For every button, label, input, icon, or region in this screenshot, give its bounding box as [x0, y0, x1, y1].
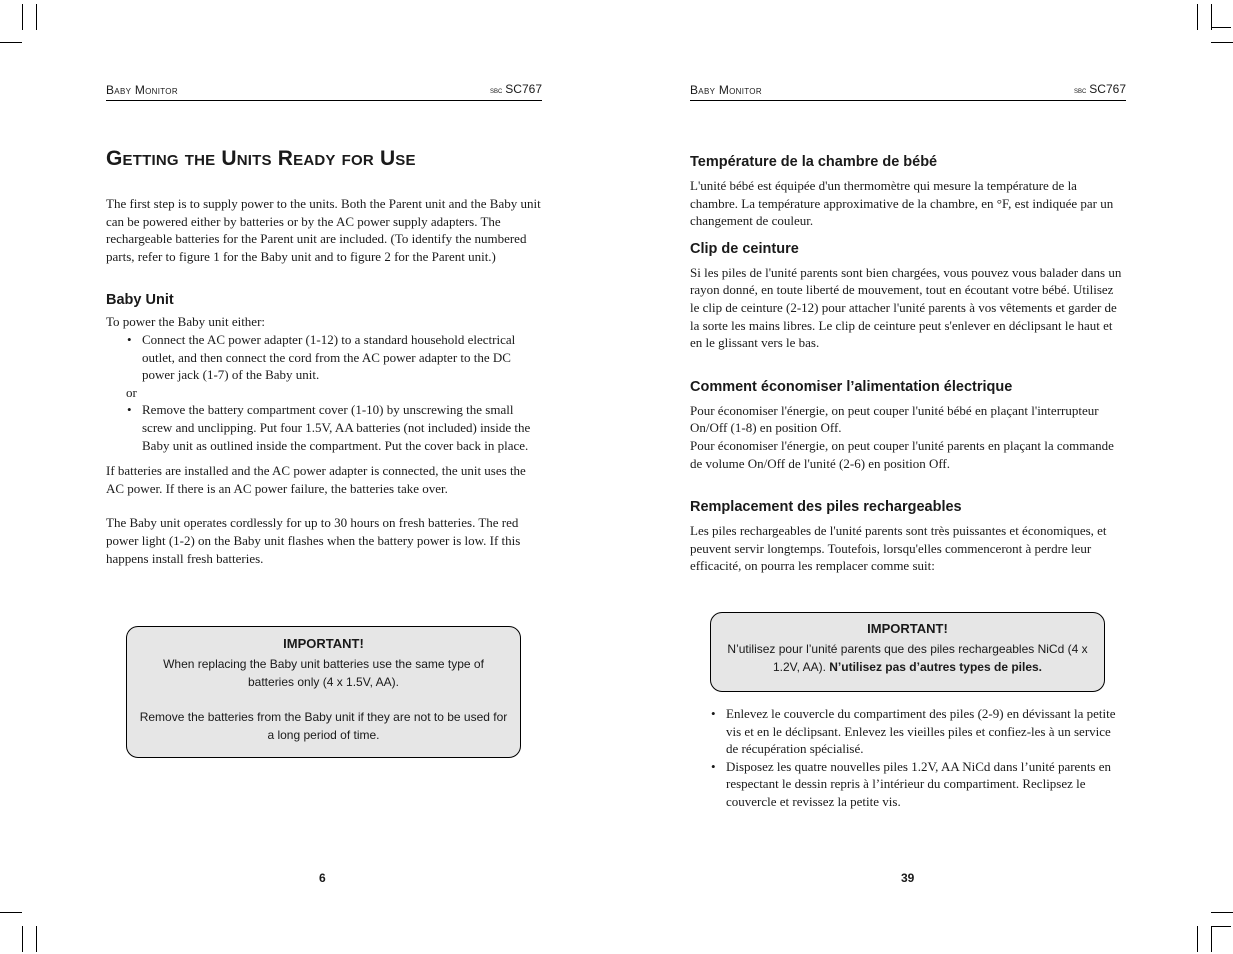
power-saving-paragraph-1: Pour économiser l'énergie, on peut couper l'unité bébé en plaçant l'interrupteur On/Off (1-8) en position Off. [690, 402, 1099, 436]
important-title: IMPORTANT! [283, 636, 364, 651]
ac-power-paragraph: If batteries are installed and the AC power adapter is connected, the unit uses the AC power. If there is an AC power failure, the batteries take over. [106, 463, 526, 496]
crop-mark [0, 42, 22, 43]
baby-unit-bullets-1 [106, 331, 542, 384]
left-page-content [106, 147, 542, 567]
baby-unit-lead: To power the Baby unit either: [106, 314, 266, 330]
bullet-text: Connect the AC power adapter (1-12) to a standard household electrical outlet, and then connect the cord from the AC power adapter to the DC power jack (1-7) of the Baby unit. [142, 331, 516, 383]
section-heading-temperature: Température de la chambre de bébé [690, 154, 938, 170]
important-line: Remove the batteries from the Baby unit if they are not to be used for a long period of time. [139, 710, 508, 742]
bullet-text: Enlevez le couvercle du compartiment des piles (2-9) en dévissant la petite vis et en le déclipsant. Enlevez les vieilles piles et confiez-les à un service de récupération spécialisé. [726, 706, 1116, 757]
crop-mark [1211, 27, 1231, 28]
important-text [719, 640, 1096, 676]
crop-mark [1197, 4, 1198, 30]
crop-mark [1211, 926, 1231, 927]
crop-mark [22, 4, 23, 30]
crop-mark [1211, 912, 1233, 913]
right-page-lower [690, 705, 1126, 811]
page-number-left: 6 [319, 871, 326, 885]
section-heading-battery-replacement: Remplacement des piles rechargeables [690, 499, 962, 516]
header-model-code: SC767 [505, 82, 542, 96]
crop-mark [0, 912, 22, 913]
section-heading-power-saving: Comment économiser l’alimentation électrique [690, 378, 1013, 395]
crop-mark [1197, 926, 1198, 952]
important-text-bold: N’utilisez pas d’autres types de piles. [829, 660, 1043, 674]
section-heading-belt-clip: Clip de ceinture [690, 240, 799, 257]
section-heading-baby-unit: Baby Unit [106, 292, 174, 309]
crop-mark [1211, 42, 1233, 43]
power-saving-paragraph-2: Pour économiser l'énergie, on peut couper l'unité parents en plaçant la commande de volume On/Off de l'unité (2-6) en position Off. [690, 437, 1114, 471]
crop-mark [22, 926, 23, 952]
intro-paragraph: The first step is to supply power to the units. Both the Parent unit and the Baby unit can be powered either by batteries or by the AC power supply adapters. The rechargeable batteries for the Parent unit are included. (To identify the numbered parts, refer to figure 1 for the Baby unit and to figure 2 for the Parent unit.) [106, 196, 541, 264]
belt-clip-paragraph: Si les piles de l'unité parents sont bien chargées, vous pouvez vous balader dans un rayon donné, en toute liberté de mouvement, tout en écoutant votre bébé. Utilisez le clip de ceinture (2-12) pour attacher l'unité parents à vos vêtements et garder de la sorte les mains libres. Le clip de ceinture peut s'enlever en déclipsant le haut et en le glissant vers le bas. [690, 264, 1122, 351]
important-text-regular: N’utilisez pour l’unité parents que des piles rechargeables NiCd (4 x 1.2V, AA). [727, 642, 1088, 674]
header-sbc: sbc [1073, 85, 1087, 95]
important-title: IMPORTANT! [867, 621, 948, 636]
header-model [1074, 82, 1126, 96]
header-sbc: sbc [489, 85, 503, 95]
important-box-right [710, 612, 1105, 692]
important-box-left [126, 626, 521, 758]
baby-unit-bullets-2 [106, 401, 542, 454]
right-running-header [690, 82, 1126, 101]
page-title: Getting the Units Ready for Use [106, 147, 416, 170]
battery-replacement-paragraph: Les piles rechargeables de l'unité parents sont très puissantes et économiques, et peuvent servir longtemps. Toutefois, lorsqu'elles commenceront à perdre leur efficacité, on pourra les remplacer comme suit: [690, 523, 1107, 574]
page-number-right: 39 [901, 871, 915, 885]
crop-mark [1211, 926, 1212, 952]
list-item: • Disposez les quatre nouvelles piles 1.2V, AA NiCd dans l’unité parents en respectant le dessin repris à l’intérieur du compartiment. Reclipsez le couvercle et revissez la petite vis. [711, 758, 1112, 809]
important-line: When replacing the Baby unit batteries use the same type of batteries only (4 x 1.5V, AA). [163, 657, 484, 689]
list-item: • Connect the AC power adapter (1-12) to a standard household electrical outlet, and then connect the cord from the AC power adapter to the DC power jack (1-7) of the Baby unit. [127, 331, 516, 383]
bullet-text: Remove the battery compartment cover (1-10) by unscrewing the small screw and unclipping. Put four 1.5V, AA batteries (not included) inside the Baby unit as outlined inside the compartment. Put the cover back in place. [142, 402, 531, 453]
header-model-code: SC767 [1089, 82, 1126, 96]
left-running-header [106, 82, 542, 101]
cordless-paragraph: The Baby unit operates cordlessly for up to 30 hours on fresh batteries. The red power light (1-2) on the Baby unit flashes when the battery power is low. If this happens install fresh batteries. [106, 515, 521, 566]
bullet-text: Disposez les quatre nouvelles piles 1.2V, AA NiCd dans l’unité parents en respectant le dessin repris à l’intérieur du compartiment. Reclipsez le couvercle et revissez la petite vis. [726, 758, 1112, 809]
header-model [490, 82, 542, 96]
list-item: • Remove the battery compartment cover (1-10) by unscrewing the small screw and unclipping. Put four 1.5V, AA batteries (not included) inside the Baby unit as outlined inside the compartment. Put the cover back in place. [127, 402, 531, 453]
right-page-upper [690, 154, 1126, 575]
or-text: or [126, 384, 137, 400]
list-item: • Enlevez le couvercle du compartiment des piles (2-9) en dévissant la petite vis et en le déclipsant. Enlevez les vieilles piles et confiez-les à un service de récupération spécialisé. [711, 706, 1116, 757]
crop-mark [36, 4, 37, 30]
crop-mark [36, 926, 37, 952]
replacement-steps [690, 705, 1126, 811]
header-brand: Baby Monitor [690, 83, 762, 97]
temperature-paragraph: L'unité bébé est équipée d'un thermomètre qui mesure la température de la chambre. La température approximative de la chambre, en °F, est indiquée par un changement de couleur. [690, 178, 1114, 229]
header-brand: Baby Monitor [106, 83, 178, 97]
